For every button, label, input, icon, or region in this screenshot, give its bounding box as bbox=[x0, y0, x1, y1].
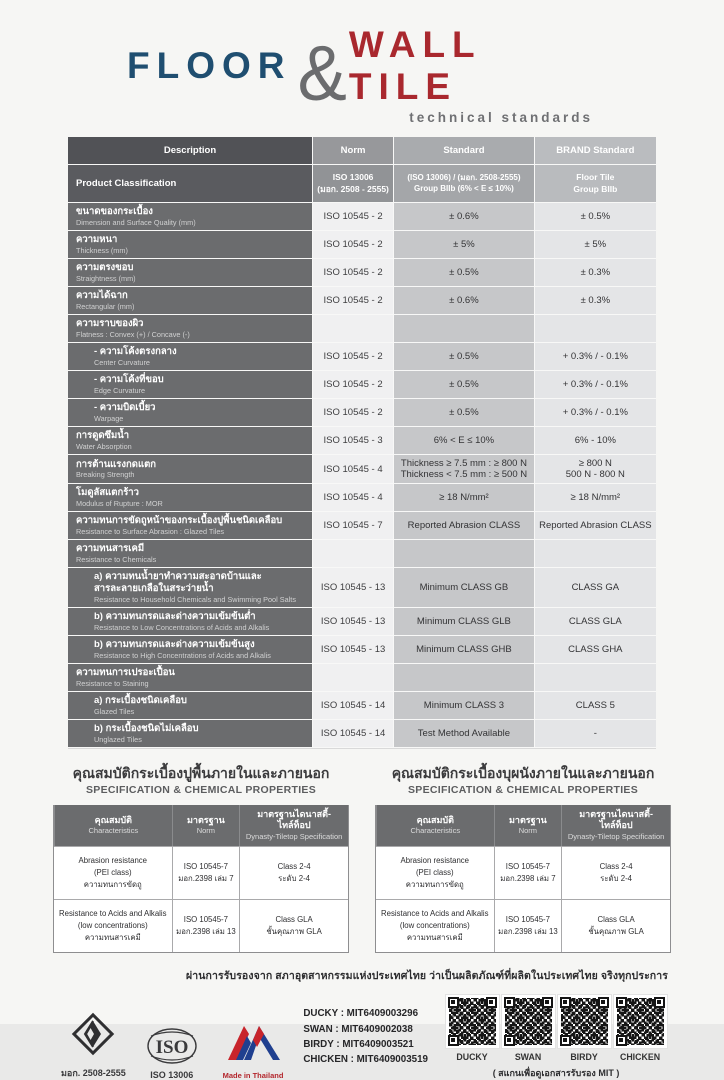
table-row bbox=[68, 427, 656, 455]
header-description: Description bbox=[68, 137, 312, 165]
row-description-english: Resistance to Surface Abrasion : Glazed Tiles bbox=[76, 526, 225, 536]
classification-label: Product Classification bbox=[68, 165, 312, 203]
row-norm: ISO 10545 - 4 bbox=[312, 484, 393, 512]
table-row bbox=[68, 399, 656, 427]
spec-title-thai: คุณสมบัติกระเบื้องบุผนังภายในและภายนอก bbox=[391, 764, 655, 781]
row-brand-standard bbox=[534, 664, 656, 692]
table-row bbox=[68, 259, 656, 287]
row-standard: Minimum CLASS GLB bbox=[393, 608, 534, 636]
table-body bbox=[68, 203, 656, 748]
spec-table-wall bbox=[375, 765, 671, 953]
spec-title-thai: คุณสมบัติกระเบื้องปูพื้นภายในและภายนอก bbox=[72, 764, 330, 781]
row-description bbox=[68, 484, 312, 512]
row-standard: ± 0.6% bbox=[393, 203, 534, 231]
row-brand-standard: CLASS GA bbox=[534, 568, 656, 608]
spec-tables-zone bbox=[0, 765, 724, 953]
row-standard bbox=[393, 315, 534, 343]
row-brand-standard: ≥ 800 N 500 N - 800 N bbox=[534, 455, 656, 484]
spec-characteristic: Abrasion resistance (PEI class) ความทนการขัดถู bbox=[400, 856, 470, 889]
header-norm: Norm bbox=[312, 137, 393, 165]
header-brand-standard: BRAND Standard bbox=[534, 137, 656, 165]
row-brand-standard: + 0.3% / - 0.1% bbox=[534, 371, 656, 399]
row-norm: ISO 10545 - 2 bbox=[312, 399, 393, 427]
row-description-thai: b) ความทนกรดและด่างความเข้มข้นต่ำ bbox=[94, 610, 256, 622]
table-row bbox=[68, 455, 656, 484]
row-standard: ≥ 18 N/mm² bbox=[393, 484, 534, 512]
spec-header-specification: มาตรฐานไดนาสตี้-ไทล์ท็อป Dynasty-Tiletop Specification bbox=[561, 805, 670, 846]
table-row bbox=[68, 608, 656, 636]
spec-norm: ISO 10545-7 มอก.2398 เล่ม 13 bbox=[494, 900, 562, 952]
row-description-thai: a) ความทนน้ำยาทำความสะอาดบ้านและสารละลายเกลือในสระว่ายน้ำ bbox=[94, 571, 262, 594]
row-description bbox=[68, 371, 312, 399]
table-row bbox=[68, 664, 656, 692]
table-row bbox=[68, 203, 656, 231]
row-description-thai: ความทนการเปรอะเปื้อน bbox=[76, 666, 175, 678]
row-description bbox=[68, 540, 312, 568]
table-row bbox=[68, 484, 656, 512]
mit-registration-numbers: DUCKY : MIT6409003296 SWAN : MIT6409002038 BIRDY : MIT6409003521 CHICKEN : MIT6409003519 bbox=[303, 1008, 429, 1065]
row-description-thai: - ความโค้งที่ขอบ bbox=[94, 374, 164, 385]
tis-mark-icon bbox=[70, 1011, 116, 1062]
row-brand-standard: ≥ 18 N/mm² bbox=[534, 484, 656, 512]
row-standard: 6% < E ≤ 10% bbox=[393, 427, 534, 455]
row-description bbox=[68, 203, 312, 231]
classification-norm: ISO 13006 (มอก. 2508 - 2555) bbox=[312, 165, 393, 203]
spec-row bbox=[54, 846, 348, 899]
row-standard: Thickness ≥ 7.5 mm : ≥ 800 N Thickness < 7.5 mm : ≥ 500 N bbox=[393, 455, 534, 484]
row-description-thai: a) กระเบื้องชนิดเคลือบ bbox=[94, 694, 187, 706]
row-brand-standard: ± 0.3% bbox=[534, 287, 656, 315]
row-description bbox=[68, 343, 312, 371]
row-standard bbox=[393, 540, 534, 568]
qr-code-swan-icon bbox=[501, 994, 556, 1049]
row-standard bbox=[393, 664, 534, 692]
spec-norm: ISO 10545-7 มอก.2398 เล่ม 7 bbox=[494, 847, 562, 899]
row-description-english: Center Curvature bbox=[94, 357, 150, 367]
row-description-thai: ความหนา bbox=[76, 234, 118, 245]
row-brand-standard: CLASS GLA bbox=[534, 608, 656, 636]
table-row bbox=[68, 315, 656, 343]
qr-label: SWAN bbox=[514, 1051, 542, 1062]
qr-code-chicken-icon bbox=[613, 994, 668, 1049]
row-brand-standard: ± 0.3% bbox=[534, 259, 656, 287]
row-description-thai: ความตรงขอบ bbox=[76, 262, 134, 273]
row-description bbox=[68, 315, 312, 343]
row-description-thai: - ความโค้งตรงกลาง bbox=[94, 346, 177, 357]
row-description-english: Warpage bbox=[94, 413, 124, 423]
table-row bbox=[68, 512, 656, 540]
qr-zone bbox=[444, 994, 668, 1080]
standards-table bbox=[68, 137, 656, 749]
spec-header-row bbox=[54, 805, 348, 846]
row-description-english: Resistance to Household Chemicals and Swimming Pool Salts bbox=[94, 594, 296, 604]
row-brand-standard: + 0.3% / - 0.1% bbox=[534, 399, 656, 427]
row-standard: ± 0.6% bbox=[393, 287, 534, 315]
svg-text:ISO: ISO bbox=[155, 1036, 189, 1058]
row-description-english: Dimension and Surface Quality (mm) bbox=[76, 217, 196, 227]
spec-value: Class GLA ชั้นคุณภาพ GLA bbox=[561, 900, 670, 952]
row-description-thai: ความทนสารเคมี bbox=[76, 543, 145, 554]
spec-value: Class 2-4 ระดับ 2-4 bbox=[561, 847, 670, 899]
logo-word-floor: FLOOR bbox=[127, 45, 292, 86]
row-norm: ISO 10545 - 13 bbox=[312, 636, 393, 664]
row-description-english: Resistance to Staining bbox=[76, 678, 149, 688]
row-description-english: Modulus of Rupture : MOR bbox=[76, 498, 163, 508]
row-brand-standard: CLASS GHA bbox=[534, 636, 656, 664]
row-description bbox=[68, 455, 312, 484]
row-standard: ± 0.5% bbox=[393, 259, 534, 287]
spec-header-norm: มาตรฐาน Norm bbox=[172, 805, 240, 846]
row-description bbox=[68, 692, 312, 720]
row-description-english: Water Absorption bbox=[76, 441, 132, 451]
brand-logo bbox=[127, 0, 597, 125]
classification-standard: (ISO 13006) / (มอก. 2508-2555) Group BIIb (6% < E ≤ 10%) bbox=[393, 165, 534, 203]
classification-row bbox=[68, 165, 656, 203]
row-standard: Reported Abrasion CLASS bbox=[393, 512, 534, 540]
spec-title-english: SPECIFICATION & CHEMICAL PROPERTIES bbox=[85, 783, 317, 796]
qr-label: CHICKEN bbox=[619, 1051, 661, 1062]
table-row bbox=[68, 692, 656, 720]
row-description-thai: ความได้ฉาก bbox=[76, 290, 128, 301]
spec-norm: ISO 10545-7 มอก.2398 เล่ม 13 bbox=[172, 900, 240, 952]
row-standard: Minimum CLASS 3 bbox=[393, 692, 534, 720]
row-description-english: Unglazed Tiles bbox=[94, 734, 142, 744]
row-description bbox=[68, 636, 312, 664]
row-standard: Minimum CLASS GB bbox=[393, 568, 534, 608]
row-description bbox=[68, 608, 312, 636]
row-description bbox=[68, 720, 312, 748]
certification-footer bbox=[56, 967, 668, 1080]
row-norm: ISO 10545 - 4 bbox=[312, 455, 393, 484]
spec-value: Class GLA ชั้นคุณภาพ GLA bbox=[239, 900, 348, 952]
spec-characteristic: Resistance to Acids and Alkalis (low concentrations) ความทนสารเคมี bbox=[381, 909, 489, 942]
row-description-thai: การดูดซึมน้ำ bbox=[76, 430, 130, 441]
row-norm bbox=[312, 315, 393, 343]
spec-value: Class 2-4 ระดับ 2-4 bbox=[239, 847, 348, 899]
row-description bbox=[68, 259, 312, 287]
qr-label: BIRDY bbox=[570, 1051, 598, 1062]
row-norm: ISO 10545 - 3 bbox=[312, 427, 393, 455]
row-description-english: Resistance to Chemicals bbox=[76, 554, 157, 564]
row-brand-standard bbox=[534, 315, 656, 343]
row-brand-standard: ± 5% bbox=[534, 231, 656, 259]
spec-header-characteristics: คุณสมบัติ Characteristics bbox=[376, 805, 494, 846]
qr-item-swan bbox=[500, 994, 556, 1062]
spec-header-row bbox=[376, 805, 670, 846]
row-description bbox=[68, 664, 312, 692]
header-standard: Standard bbox=[393, 137, 534, 165]
row-description-english: Thickness (mm) bbox=[76, 245, 128, 255]
row-description-thai: b) ความทนกรดและด่างความเข้มข้นสูง bbox=[94, 638, 255, 650]
made-in-thailand-label: Made in Thailand bbox=[222, 1070, 284, 1080]
table-row bbox=[68, 636, 656, 664]
row-brand-standard: ± 0.5% bbox=[534, 203, 656, 231]
row-description-english: Rectangular (mm) bbox=[76, 301, 135, 311]
spec-header-norm: มาตรฐาน Norm bbox=[494, 805, 562, 846]
spec-row bbox=[54, 899, 348, 952]
spec-characteristic: Abrasion resistance (PEI class) ความทนการขัดถู bbox=[78, 856, 148, 889]
row-description-english: Glazed Tiles bbox=[94, 706, 135, 716]
row-description-thai: การต้านแรงกดแตก bbox=[76, 458, 157, 470]
ampersand-icon: & bbox=[297, 29, 347, 117]
tis-label: มอก. 2508-2555 bbox=[60, 1067, 126, 1078]
spec-title-english: SPECIFICATION & CHEMICAL PROPERTIES bbox=[407, 783, 639, 796]
spec-row bbox=[376, 846, 670, 899]
logo-word-wall-tile: WALL TILE bbox=[348, 24, 481, 107]
row-brand-standard: 6% - 10% bbox=[534, 427, 656, 455]
row-description-thai: ความทนการขัดถูหน้าของกระเบื้องปูพื้นชนิดเคลือบ bbox=[76, 515, 283, 526]
row-description bbox=[68, 427, 312, 455]
row-norm: ISO 10545 - 7 bbox=[312, 512, 393, 540]
row-description-english: Resistance to Low Concentrations of Acids and Alkalis bbox=[94, 622, 270, 632]
row-description-english: Breaking Strength bbox=[76, 470, 135, 480]
table-row bbox=[68, 343, 656, 371]
qr-code-birdy-icon bbox=[557, 994, 612, 1049]
row-standard: Test Method Available bbox=[393, 720, 534, 748]
spec-row bbox=[376, 899, 670, 952]
row-description-thai: - ความบิดเบี้ยว bbox=[94, 402, 156, 413]
row-norm: ISO 10545 - 2 bbox=[312, 343, 393, 371]
qr-item-ducky bbox=[444, 994, 500, 1062]
row-norm: ISO 10545 - 2 bbox=[312, 259, 393, 287]
spec-characteristic: Resistance to Acids and Alkalis (low concentrations) ความทนสารเคมี bbox=[59, 909, 167, 942]
row-norm: ISO 10545 - 13 bbox=[312, 568, 393, 608]
spec-table-floor bbox=[53, 765, 349, 953]
row-norm: ISO 10545 - 2 bbox=[312, 371, 393, 399]
row-description-thai: โมดูลัสแตกร้าว bbox=[76, 487, 139, 498]
made-in-thailand-icon bbox=[222, 1020, 284, 1067]
row-norm bbox=[312, 540, 393, 568]
spec-body bbox=[54, 846, 348, 952]
row-brand-standard: - bbox=[534, 720, 656, 748]
table-row bbox=[68, 231, 656, 259]
row-description-english: Resistance to High Concentrations of Acids and Alkalis bbox=[94, 650, 271, 660]
certification-statement: ผ่านการรับรองจาก สภาอุตสาหกรรมแห่งประเทศไทย ว่าเป็นผลิตภัณฑ์ที่ผลิตในประเทศไทย จริงทุกประการ bbox=[185, 969, 668, 982]
row-norm: ISO 10545 - 2 bbox=[312, 287, 393, 315]
row-norm: ISO 10545 - 13 bbox=[312, 608, 393, 636]
spec-header-characteristics: คุณสมบัติ Characteristics bbox=[54, 805, 172, 846]
qr-item-chicken bbox=[612, 994, 668, 1062]
row-norm: ISO 10545 - 14 bbox=[312, 720, 393, 748]
qr-label: DUCKY bbox=[456, 1051, 488, 1062]
qr-code-ducky-icon bbox=[445, 994, 500, 1049]
row-description-english: Edge Curvature bbox=[94, 385, 146, 395]
qr-caption: ( สแกนเพื่อดูเอกสารรับรอง MIT ) bbox=[492, 1067, 620, 1078]
row-brand-standard: + 0.3% / - 0.1% bbox=[534, 343, 656, 371]
iso-mark-block bbox=[139, 1026, 205, 1080]
row-description-thai: ขนาดของกระเบื้อง bbox=[76, 206, 153, 217]
row-description-english: Flatness : Convex (+) / Concave (-) bbox=[76, 329, 190, 339]
row-brand-standard bbox=[534, 540, 656, 568]
iso-label: ISO 13006 bbox=[150, 1069, 194, 1080]
row-standard: ± 0.5% bbox=[393, 343, 534, 371]
row-standard: ± 0.5% bbox=[393, 399, 534, 427]
row-norm: ISO 10545 - 2 bbox=[312, 231, 393, 259]
table-row bbox=[68, 568, 656, 608]
row-description-english: Straightness (mm) bbox=[76, 273, 136, 283]
spec-body bbox=[376, 846, 670, 952]
logo-subtitle: technical standards bbox=[409, 110, 593, 125]
row-brand-standard: Reported Abrasion CLASS bbox=[534, 512, 656, 540]
row-description bbox=[68, 231, 312, 259]
table-row bbox=[68, 287, 656, 315]
qr-item-birdy bbox=[556, 994, 612, 1062]
table-row bbox=[68, 540, 656, 568]
row-norm: ISO 10545 - 2 bbox=[312, 203, 393, 231]
tis-mark-block bbox=[56, 1011, 131, 1080]
iso-globe-icon bbox=[146, 1026, 198, 1066]
row-description-thai: ความราบของผิว bbox=[76, 318, 144, 329]
table-row bbox=[68, 720, 656, 748]
spec-header-specification: มาตรฐานไดนาสตี้-ไทล์ท็อป Dynasty-Tiletop Specification bbox=[239, 805, 348, 846]
row-brand-standard: CLASS 5 bbox=[534, 692, 656, 720]
classification-brand: Floor Tile Group BIIb bbox=[534, 165, 656, 203]
table-row bbox=[68, 371, 656, 399]
row-description bbox=[68, 568, 312, 608]
row-norm: ISO 10545 - 14 bbox=[312, 692, 393, 720]
row-description bbox=[68, 287, 312, 315]
row-description bbox=[68, 512, 312, 540]
spec-norm: ISO 10545-7 มอก.2398 เล่ม 7 bbox=[172, 847, 240, 899]
table-header-row bbox=[68, 137, 656, 165]
row-standard: ± 5% bbox=[393, 231, 534, 259]
row-description-thai: b) กระเบื้องชนิดไม่เคลือบ bbox=[94, 722, 199, 734]
row-standard: Minimum CLASS GHB bbox=[393, 636, 534, 664]
made-in-thailand-block bbox=[215, 1020, 292, 1080]
row-standard: ± 0.5% bbox=[393, 371, 534, 399]
row-norm bbox=[312, 664, 393, 692]
row-description bbox=[68, 399, 312, 427]
